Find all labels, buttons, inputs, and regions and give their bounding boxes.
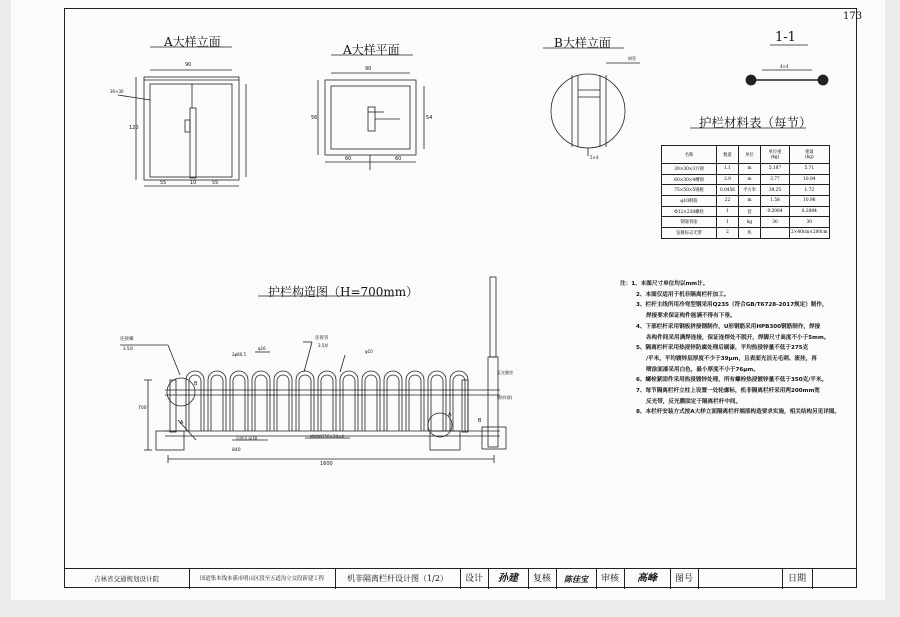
a-elev-leader-label: 30×30 (110, 89, 124, 94)
note-line (620, 279, 840, 290)
mat-cell: 2.9 (717, 174, 739, 185)
material-row (662, 164, 830, 175)
mat-cell: 2×40cm×200cm (790, 228, 830, 239)
note-text: 下部栏杆采用钢板拼接钢制作，U形钢筋采用HPB300钢筋制作，焊接 (645, 323, 821, 330)
mat-head-unitwt: 单位重 (kg) (761, 146, 790, 164)
a-plan-dim-bottom-right: 60 (395, 156, 402, 162)
mat-cell: 发散标志光带 (662, 228, 717, 239)
section-drawing (754, 70, 820, 80)
a-elev-dim-height: 120 (129, 125, 139, 131)
tb-drawing-title: 机非隔离栏杆设计图（1/2） (335, 569, 461, 589)
note-text: 本栏杆安装方式按A大样立面隔离栏杆端部构造要求实施，相关结构另见详图。 (645, 409, 841, 416)
struct-label-thick-2: 3.5厚 (318, 343, 329, 348)
mat-cell: 1 (717, 206, 739, 217)
mat-cell: 3.77 (761, 174, 790, 185)
note-num: 2、 (636, 291, 646, 298)
mat-cell: 10.96 (790, 196, 830, 207)
mat-head-qty: 数量 (717, 146, 739, 164)
b-elevation-title: B大样立面 (554, 36, 611, 50)
a-plan-title: A大样平面 (343, 43, 400, 57)
a-elevation-title: A大样立面 (164, 35, 221, 49)
tb-fig-value (698, 569, 783, 589)
note-line (620, 365, 840, 376)
u-loop-inner (365, 375, 377, 431)
mat-cell: 39.25 (761, 185, 790, 196)
tb-project: 国道集本线本溪市明山区段至五道沟立交段新建工程 (189, 569, 336, 589)
tb-fig-label: 图号 (670, 569, 699, 589)
material-row (662, 174, 830, 185)
mat-cell: 套 (739, 206, 761, 217)
page-number: 173 (843, 11, 863, 22)
material-table-title: 护栏材料表（每节） (699, 115, 812, 130)
u-loop-inner (299, 375, 311, 431)
note-text: 各构件间采用满焊连接，保证连焊处不脱开，焊脚尺寸高度不小于5mm。 (646, 334, 830, 341)
material-row (662, 185, 830, 196)
a-elev-dim-top: 90 (185, 62, 192, 68)
note-line (620, 386, 840, 397)
mat-cell: 30×30×3方钢 (662, 164, 717, 175)
mat-cell: m (739, 196, 761, 207)
note-text: /平米，平均镀锌层厚度不少于39μm，且表面光洁无毛刺、流挂，再 (646, 355, 817, 362)
u-loop-inner (233, 375, 245, 431)
mat-cell: 75×50×5钢板 (662, 185, 717, 196)
mat-head-name: 名称 (662, 146, 717, 164)
mat-cell: m (739, 174, 761, 185)
mat-cell: 0.2084 (790, 206, 830, 217)
note-line (620, 322, 840, 333)
note-line (620, 407, 840, 418)
tb-date-value (812, 569, 857, 589)
struct-label-2phi: 2φ80.5 (232, 352, 247, 357)
mat-cell: 30 (761, 217, 790, 228)
mat-cell: 1 (717, 217, 739, 228)
note-line (620, 290, 840, 301)
material-row (662, 228, 830, 239)
struct-label-phi10: φ10 (365, 349, 373, 354)
note-text: 本图仅适用于机非隔离栏杆加工。 (645, 291, 730, 298)
b-elevation-drawing (551, 63, 640, 156)
struct-label-channel: 槽钢钢150×24×4 (310, 434, 344, 439)
struct-dim-height: 700 (138, 406, 147, 411)
struct-label-a-left: A (180, 420, 184, 426)
struct-label-lianjieguan: 连接管 (315, 336, 329, 341)
struct-label-thick-1: 3.5厚 (123, 346, 134, 351)
note-line (620, 311, 840, 322)
note-text: 反光带，反光膜固定于隔离栏杆中间。 (646, 398, 742, 405)
section-label: 4×4 (780, 64, 789, 69)
material-row (662, 196, 830, 207)
mat-cell (761, 228, 790, 239)
note-text: 螺栓紧固件采用热浸镀锌处理，所有螺栓热浸镀锌量不低于350克/平米。 (645, 377, 828, 384)
struct-label-lianjieluo: 连接螺 (120, 337, 134, 342)
material-table (661, 145, 830, 239)
note-text: 隔离栏杆采用热浸锌防腐处理后刷漆，平均热浸锌量不低于275克 (645, 345, 809, 352)
a-plan-dim-right: 54 (426, 115, 433, 121)
note-text: 栏杆主线所用冷弯型钢采用Q235（符合GB/T6728-2017规定）制作， (645, 302, 828, 309)
note-line (620, 397, 840, 408)
note-line (620, 333, 840, 344)
struct-label-galv: 镀锌(钢) (497, 395, 513, 400)
mat-cell: 平方米 (739, 185, 761, 196)
u-loops (186, 371, 468, 431)
struct-label-reflect: 反光膜垫 (497, 370, 513, 375)
b-elev-dim-label: 5×4 (590, 155, 599, 160)
note-text: 每节隔离栏杆立柱上设置一处轮廓标，机非隔离栏杆采用两200mm宽 (645, 388, 820, 395)
tb-approve-label: 审核 (596, 569, 625, 589)
b-elev-leader-label: 钢管 (628, 56, 636, 61)
mat-cell: 5.187 (761, 164, 790, 175)
a-plan-dim-top: 90 (365, 66, 372, 72)
structure-title: 护栏构造图（H=700mm） (268, 285, 419, 299)
tb-org: 吉林省交通规划设计院 (64, 569, 190, 589)
section-title: 1-1 (775, 30, 796, 45)
note-line (620, 343, 840, 354)
u-loop-inner (343, 375, 355, 431)
mat-cell: 60×30×4槽钢 (662, 174, 717, 185)
u-loop-inner (453, 375, 465, 431)
mat-cell: 块 (739, 228, 761, 239)
note-line (620, 354, 840, 365)
note-num: 6、 (636, 377, 646, 384)
struct-label-b-left: B (194, 381, 198, 387)
note-num: 7、 (636, 388, 646, 395)
note-num: 3、 (636, 302, 646, 309)
tb-review-signature: 陈佳宝 (556, 569, 597, 589)
struct-label-b-right: B (478, 418, 482, 424)
note-text: 喷涂面漆采用白色，最小厚度不小于76μm。 (646, 366, 759, 373)
a-elev-dim-bottom-right: 55 (212, 180, 219, 186)
mat-cell: m (739, 164, 761, 175)
note-line (620, 375, 840, 386)
material-row (662, 217, 830, 228)
a-elev-dim-bottom-mid: 10 (190, 180, 197, 186)
mat-cell: φ10钢筋 (662, 196, 717, 207)
struct-dim-total: 1600 (320, 461, 333, 467)
u-loop-inner (277, 375, 289, 431)
note-text: 焊接要求保证构件能满不得有下垂。 (646, 313, 736, 320)
mat-cell: 1.58 (761, 196, 790, 207)
a-plan-dim-left: 56 (311, 115, 318, 121)
u-loop-inner (321, 375, 333, 431)
u-loop-inner (255, 375, 267, 431)
note-num: 注：1、 (620, 281, 641, 287)
struct-label-phi16: φ16 (258, 346, 266, 351)
mat-cell: 22 (717, 196, 739, 207)
mat-cell: 5.71 (790, 164, 830, 175)
mat-head-weight: 重量 (kg) (790, 146, 830, 164)
mat-cell: 1.1 (717, 164, 739, 175)
tb-approve-signature: 高峰 (624, 569, 671, 589)
notes-block (620, 279, 840, 418)
u-loop-inner (387, 375, 399, 431)
mat-cell: kg (739, 217, 761, 228)
mat-cell: 钢靠背座 (662, 217, 717, 228)
mat-cell: 30 (790, 217, 830, 228)
mat-cell: 2 (717, 228, 739, 239)
tb-design-signature: 孙建 (488, 569, 529, 589)
tb-design-label: 设计 (460, 569, 489, 589)
mat-cell: 1.72 (790, 185, 830, 196)
struct-label-hole: 设铁孔洞38 (236, 436, 258, 441)
mat-cell: Φ12×238螺栓 (662, 206, 717, 217)
u-loop-inner (409, 375, 421, 431)
mat-cell: 0.2084 (761, 206, 790, 217)
u-loop-inner (431, 375, 443, 431)
material-row (662, 206, 830, 217)
struct-dim-mid: 840 (232, 448, 241, 453)
note-line (620, 300, 840, 311)
tb-date-label: 日期 (782, 569, 813, 589)
material-table-header (662, 146, 830, 164)
a-plan-dim-bottom-left: 60 (345, 156, 352, 162)
a-plan-drawing (318, 73, 424, 170)
tb-review-label: 复核 (528, 569, 557, 589)
mat-cell: 10.94 (790, 174, 830, 185)
note-text: 本图尺寸单位均以mm计。 (640, 281, 709, 287)
struct-label-a-right: A (448, 412, 452, 418)
mat-head-unit: 单位 (739, 146, 761, 164)
note-num: 8、 (636, 409, 646, 416)
u-loop-inner (211, 375, 223, 431)
note-num: 4、 (636, 323, 646, 330)
note-num: 5、 (636, 345, 646, 352)
title-block (64, 568, 857, 589)
mat-cell: 0.0456 (717, 185, 739, 196)
a-elev-dim-bottom-left: 55 (160, 180, 167, 186)
